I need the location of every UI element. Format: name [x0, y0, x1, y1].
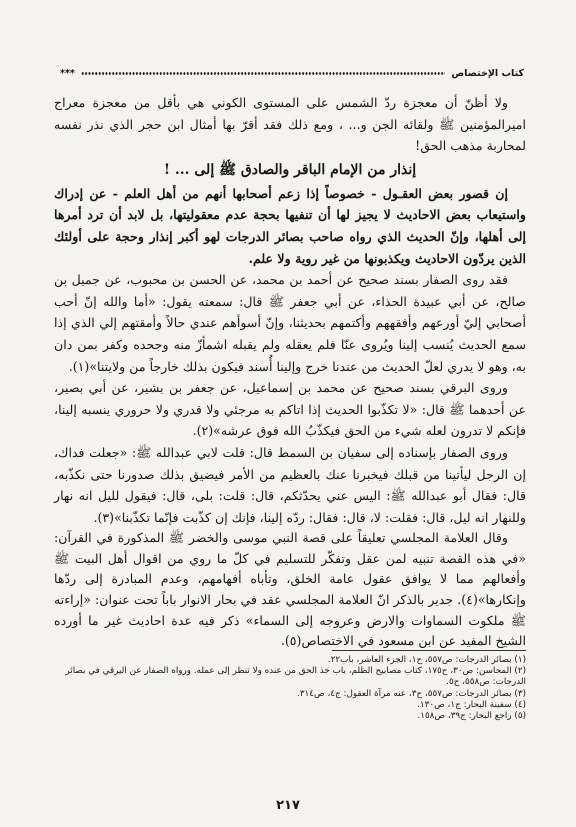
footnote-4: (٤) سفينة البحار: ج١، ص١٣٠. [417, 699, 526, 710]
running-header [56, 66, 524, 80]
section-heading: إنذار من الإمام الباقر والصادق ﷺ إلى ... ! [163, 161, 417, 178]
footnote-3: (٣) بصائر الدرجات: ص٥٥٧، ح٣، عنه مرآة العقول: ج٤، ص٣١٤. [297, 688, 526, 699]
footnotes [54, 655, 526, 722]
header-stars: *** [60, 67, 75, 79]
body-text [54, 92, 526, 652]
footnote-5: (٥) راجع البحار: ج٣٩، ص١٥٨. [417, 711, 526, 722]
footnote-1: (١) بصائر الدرجات: ص٥٥٧، ح١، الجزء العاشر، باب٢٢. [327, 655, 526, 665]
header-title: كتاب الإختصاص [451, 67, 524, 79]
paragraph-3: فقد روى الصفار بسند صحيح عن أحمد بن محمد، عن الحسن بن محبوب، عن جميل بن صالح، عن أبي عبيدة الحذاء، عن أبي جعفر ﷺ قال: سمعته يقول: «أما والله إنّ أحب أصحابي إليّ أورعهم وأفقههم وأكتمهم بحديثنا، وإنّ أسوأهم عندي حالاً وأمقتهم إلي الذي إذا سمع الحديث يُنسب إلينا ويُروى عنّا فلم يعقله ولم يقبله اشمأزّ منه وجحده وكفر بمن دان به، وهو لا يدري لعلّ الحديث من عندنا خرج وإلينا أُسند فيكون بذلك خارجاً من ولايتنا»(١). [54, 272, 526, 374]
page-number: ٢١٧ [276, 798, 300, 813]
paragraph-6: وقال العلامة المجلسي تعليقاً على قصة النبي موسى والخضر ﷺ المذكورة في القرآن: «في هذه القصة تنبيه لمن عقل وتفكّر للتسليم في كلّ ما روي من اقوال أهل البيت ﷺ وأفعالهم مما لا يوافق عقول عامة الخلق، وتأباه أفهامهم، وعدم المبادرة إلى ردّها وإنكارها»(٤). جدير بالذكر انّ العلامة المجلسي عقد في بحار الانوار باباً تحت عنوان: «إراءته ﷺ ملكوت السماوات والارض وعروجه إلى السماء» ذكر فيه عدة احاديث غير ما أورده الشيخ المفيد عن ابن مسعود في الاختصاص(٥). [54, 530, 526, 649]
paragraph-2: إن قصور بعض العقـول - خصوصاً إذا زعم أصحابها أنهم من أهل العلم - عن إدراك واستيعاب بعض الاحاديث لا يجيز لها أن تنفيها بحجة عدم معقوليتها، بل لابد أن ترد أمرها إلى أهلها، وإنّ الحديث الذي رواه صاحب بصائر الدرجات لهو أكبر إنذار وحجة على أولئك الذين يردّون الاحاديث ويكذبونها من غير روية ولا علم. [54, 185, 526, 266]
paragraph-5: وروى الصفار بإسناده إلى سفيان بن السمط قال: قلت لابي عبدالله ﷺ: «جعلت فداك، إن الرجل ليأتينا من قبلك فيخبرنا عنك بالعظيم من الأمر فيضيق بذلك صدورنا حتى نكذّبه، قال: فقال أبو عبدالله ﷺ: اليس عني يحدّثكم، قال: قلت: بلى، قال: فيقول لليل انه نهار وللنهار انه ليل، قال: فقلت: لا، قال: فقال: ردّه إلينا، فإنك إن كذّبت فإنّما تكذّبنا»(٣). [54, 444, 526, 525]
footnote-2: (٢) المحاسن: ص٣٠، ح١٧٥، كتاب مصابيح الظلم، باب خذ الحق من عنده ولا تنظر إلى عمله. ورواه الصفار عن البرقي في بصائر الدرجات: ص٥٥٨، ح٥. [65, 666, 526, 688]
header-dotted-rule [81, 71, 446, 76]
paragraph-1: ولا أظنّ أن معجزة ردّ الشمس على المستوى الكوني هي بأقل من معجزة معراج اميرالمؤمنين ﷺ ولقائه الجن و... ، ومع ذلك فقد أقرّ بها أمثال ابن حجر الذي نذر نفسه لمحاربة مذهب الحق! [54, 95, 526, 154]
paragraph-4: وروى البرقي بسند صحيح عن محمد بن إسماعيل، عن جعفر بن بشير، عن أبي بصير، عن أحدهما ﷺ قال: «لا تكذّبوا الحديث إذا اتاكم به مرجئي ولا قدري ولا حروري ينسبه إلينا، فإنكم لا تدرون لعله شيء من الحق فيكذّبُ الله فوق عرشه»(٢). [54, 380, 526, 439]
footnote-separator [332, 650, 526, 651]
